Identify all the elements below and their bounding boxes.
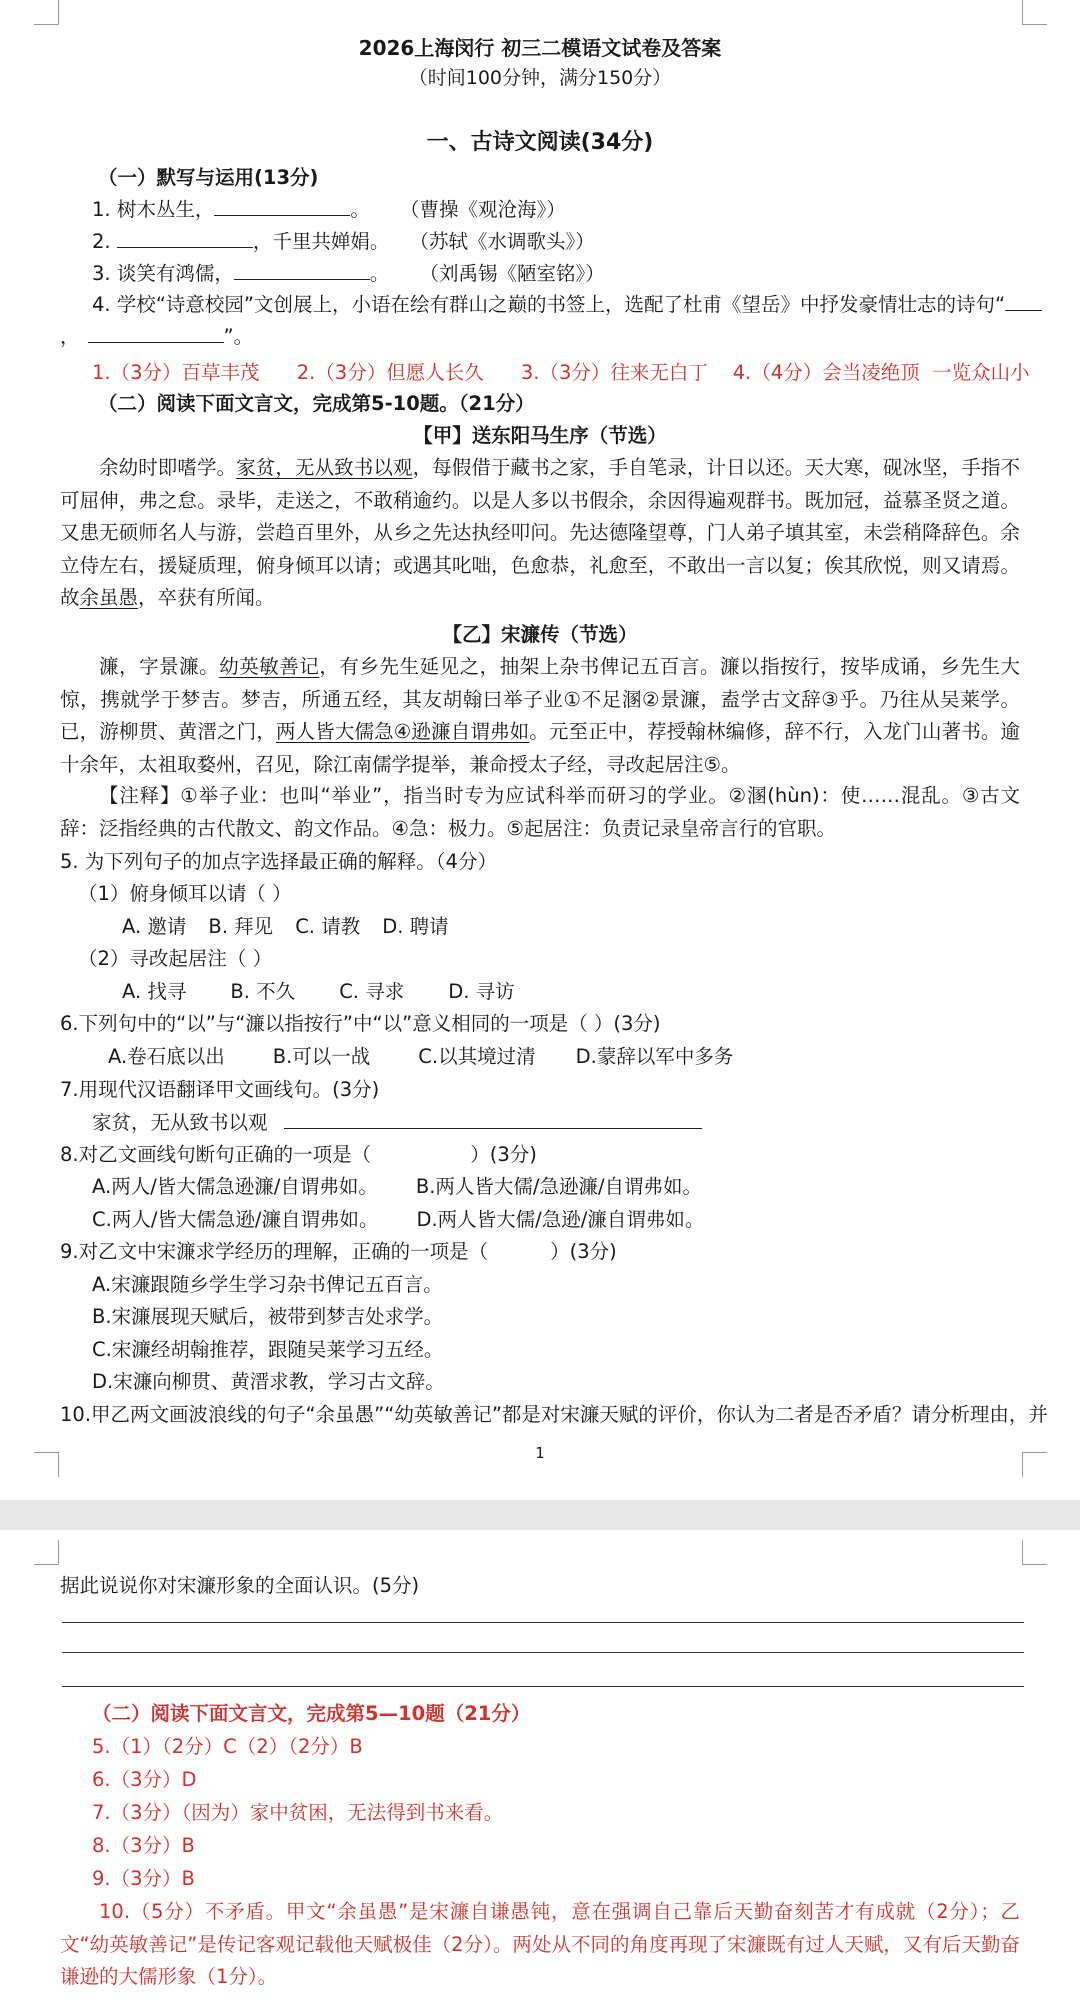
underlined-sentence: 幼英敏善记	[219, 655, 320, 678]
passage-text: 濂，字景濂。	[99, 655, 220, 678]
option: D. 寻访	[448, 980, 515, 1003]
text-a-passage	[60, 452, 1020, 615]
answer-blank	[1005, 292, 1042, 311]
text-b-passage	[60, 651, 1020, 781]
question-text: 。	[369, 262, 390, 285]
text-a-heading: 【甲】送东阳马生序（节选）	[413, 424, 667, 447]
question-number: 3.	[92, 262, 111, 285]
question-7-sentence	[92, 1110, 702, 1135]
answer-6: 6.（3分）D	[92, 1768, 197, 1791]
question-8-options-row2	[92, 1208, 704, 1232]
section-heading: 一、古诗文阅读(34分)	[426, 130, 654, 155]
question-text: 树木丛生，	[116, 198, 215, 221]
question-10-continued: 据此说说你对宋濂形象的全面认识。(5分)	[60, 1574, 420, 1597]
answer-5: 5.（1）（2分）C（2）（2分）B	[92, 1735, 363, 1758]
answer-9: 9.（3分）B	[92, 1867, 195, 1890]
question-8-options-row1	[92, 1175, 702, 1199]
crop-mark	[34, 0, 59, 25]
question-9-option-a: A.宋濂跟随乡学生学习杂书俾记五百言。	[92, 1273, 443, 1296]
exam-subtitle: （时间100分钟，满分150分）	[408, 67, 672, 89]
option: A.卷石底以出	[108, 1045, 225, 1068]
page-separator	[0, 1500, 1080, 1530]
question-9-stem: 9.对乙文中宋濂求学经历的理解，正确的一项是（ ）(3分)	[60, 1240, 617, 1263]
question-5-sub2: （2）寻改起居注（ ）	[78, 947, 273, 970]
sentence-text: 家贫，无从致书以观	[92, 1111, 268, 1134]
option: C. 请教	[295, 915, 361, 938]
text-b-heading: 【乙】宋濂传（节选）	[442, 623, 638, 646]
answer-blank	[284, 1110, 702, 1129]
option: B.两人皆大儒/急逊濂/自谓弗如。	[415, 1175, 703, 1198]
question-text: ，千里共婵娟。	[252, 230, 390, 253]
poem-source: （曹操《观沧海》）	[400, 198, 566, 221]
question-7-stem: 7.用现代汉语翻译甲文画线句。(3分)	[60, 1078, 380, 1101]
question-4-continued	[60, 324, 253, 349]
option: C.两人/皆大儒急逊/濂自谓弗如。	[92, 1208, 379, 1231]
option: A.两人/皆大儒急逊濂/自谓弗如。	[92, 1175, 378, 1198]
question-9-option-d: D.宋濂向柳贯、黄溍求教，学习古文辞。	[92, 1370, 445, 1393]
answer-8: 8.（3分）B	[92, 1834, 195, 1857]
option: A. 找寻	[122, 980, 187, 1003]
option: B. 不久	[230, 980, 296, 1003]
answer-line	[62, 1652, 1024, 1653]
answer-10: 10.（5分）不矛盾。甲文“余虽愚”是宋濂自谦愚钝，意在强调自己靠后天勤奋刻苦才有成就（2分）；乙文“幼英敏善记”是传记客观记载他天赋极佳（2分）。两处从不同的角度再现了宋濂既有过人天赋，又有后天勤奋谦逊的大儒形象（1分）。	[60, 1900, 1020, 1988]
question-text: 4. 学校“诗意校园”文创展上，小语在绘有群山之巅的书签上，选配了杜甫《望岳》中抒发豪情壮志的诗句“	[92, 293, 1006, 316]
question-5-options1	[122, 915, 449, 939]
answers-heading: （二）阅读下面文言文，完成第5—10题（21分）	[92, 1702, 531, 1725]
question-9-option-c: C.宋濂经胡翰推荐，跟随吴莱学习五经。	[92, 1338, 444, 1361]
poem-source: （苏轼《水调歌头》）	[409, 230, 595, 253]
underlined-sentence: 余虽愚	[79, 586, 139, 609]
passage-text: ，每假借于藏书之家，手自笔录，计日以还。天大寒，砚冰坚，手指不可屈伸，弗之怠。录毕，走送之，不敢稍逾约。以是人多以书假余，余因得遍观群书。既加冠，益慕圣贤之道。又患无硕师名人与游，尝趋百里外，从乡之先达执经叩问。先达德隆望尊，门人弟子填其室，未尝稍降辞色。余立侍左右，援疑质理，俯身倾耳以请；或遇其叱咄，色愈恭，礼愈至，不敢出一言以复；俟其欣悦，则又请焉。故	[60, 456, 1020, 609]
answer-7: 7.（3分）（因为）家中贫困，无法得到书来看。	[92, 1801, 504, 1824]
crop-mark	[34, 1452, 59, 1477]
underlined-sentence: 家贫，无从致书以观	[236, 456, 413, 479]
answer-blank	[234, 261, 370, 280]
question-text: 。	[350, 198, 370, 221]
option: D. 聘请	[382, 915, 449, 938]
question-number: 2.	[92, 230, 111, 253]
answer-blank	[214, 197, 350, 216]
underlined-sentence: 两人皆大儒急④逊濂自谓弗如	[276, 720, 530, 743]
option: C. 寻求	[339, 980, 405, 1003]
option: B. 拜见	[208, 915, 274, 938]
option: C.以其境过清	[418, 1045, 536, 1068]
crop-mark	[1022, 1540, 1047, 1565]
question-5-sub1: （1）俯身倾耳以请（ ）	[78, 882, 292, 905]
option: D.蒙辞以军中多务	[575, 1045, 734, 1068]
passage-text: ，有乡先生延见之，抽架上杂书俾记五百言。濂以指按行，按毕成诵，乡先生大惊，携就学于梦吉。梦吉，所通五经，其友胡翰曰举子业①不足溷②景濂，盍学古文辞③乎。乃往从吴莱学。已，游柳贯、黄溍之门，	[60, 655, 1020, 743]
question-6-stem: 6.下列句中的“以”与“濂以指按行”中“以”意义相同的一项是（ ）(3分)	[60, 1012, 661, 1035]
answer-line	[62, 1622, 1024, 1623]
answer-blank	[88, 324, 224, 343]
question-3	[92, 261, 605, 286]
option: D.两人皆大儒/急逊/濂自谓弗如。	[416, 1208, 705, 1231]
exam-page-2	[0, 1530, 1080, 2011]
answer-line	[62, 1686, 1024, 1687]
passage-text: 余幼时即嗜学。	[99, 456, 237, 479]
passage-text: 。元至正中，荐授翰林编修，辞不行，入龙门山著书。逾十余年，太祖取婺州，召见，除江南儒学提举，兼命授太子经，寻改起居注⑤。	[60, 720, 1020, 776]
question-text: 谈笑有鸿儒，	[116, 262, 234, 285]
part2-heading: （二）阅读下面文言文，完成第5-10题。（21分）	[98, 392, 535, 415]
page-number: 1	[535, 1444, 545, 1462]
crop-mark	[1022, 1452, 1047, 1477]
option: B.可以一战	[272, 1045, 371, 1068]
part1-answers: 1.（3分）百草丰茂 2.（3分）但愿人长久 3.（3分）往来无白丁 4.（4分）会当凌绝顶 一览众山小	[92, 361, 1030, 384]
question-5-stem: 5. 为下列句子的加点字选择最正确的解释。（4分）	[60, 850, 497, 873]
question-9-option-b: B.宋濂展现天赋后，被带到梦吉处求学。	[92, 1305, 444, 1328]
question-6-options	[108, 1045, 733, 1069]
crop-mark	[34, 1540, 59, 1565]
exam-title: 2026上海闵行 初三二模语文试卷及答案	[358, 36, 722, 60]
question-8-stem: 8.对乙文画线句断句正确的一项是（ ）(3分)	[60, 1143, 537, 1166]
annotation-notes: 【注释】①举子业：也叫“举业”，指当时专为应试科举而研习的学业。②溷(hùn)：使……混乱。③古文辞：泛指经典的古代散文、韵文作品。④急：极力。⑤起居注：负责记录皇帝言行的官职。	[60, 784, 1020, 840]
part1-heading: （一）默写与运用(13分)	[98, 166, 319, 189]
crop-mark	[1022, 0, 1047, 25]
question-5-options2	[122, 980, 515, 1004]
answer-blank	[117, 229, 253, 248]
question-text: ”。	[223, 325, 254, 348]
passage-text: ，卒获有所闻。	[138, 586, 275, 609]
question-text: ，	[60, 325, 80, 348]
poem-source: （刘禹锡《陋室铭》）	[419, 262, 605, 285]
question-1	[92, 197, 566, 222]
question-2	[92, 229, 595, 254]
question-4	[92, 292, 1042, 317]
option: A. 邀请	[122, 915, 187, 938]
question-10-stem: 10.甲乙两文画波浪线的句子“余虽愚”“幼英敏善记”都是对宋濂天赋的评价，你认为二者是否矛盾？请分析理由，并	[60, 1403, 1048, 1426]
question-number: 1.	[92, 198, 111, 221]
